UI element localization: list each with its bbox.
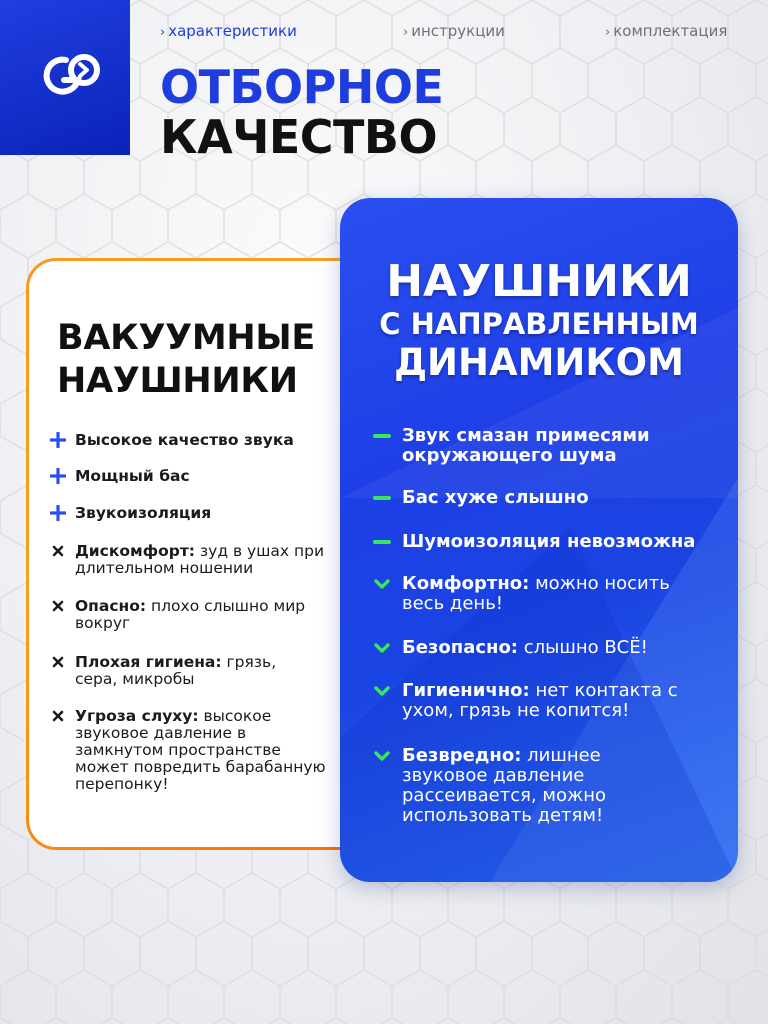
vacuum-headphones-card xyxy=(26,258,382,850)
list-item: Звукоизоляция xyxy=(75,505,375,522)
right-card-title-line-2: С НАПРАВЛЕННЫМ xyxy=(379,307,699,341)
list-item: Плохая гигиена: грязь, сера, микробы xyxy=(75,654,305,688)
plus-icon xyxy=(49,504,67,522)
list-item: Комфортно: можно носить весь день! xyxy=(402,574,702,614)
check-icon xyxy=(372,575,392,593)
nav-link-instructions[interactable]: › инструкции xyxy=(403,22,505,40)
list-item: Опасно: плохо слышно мир вокруг xyxy=(75,598,315,632)
check-icon xyxy=(372,682,392,700)
chevron-right-icon: › xyxy=(403,25,409,40)
minus-icon xyxy=(372,533,392,551)
headline-line-1: ОТБОРНОЕ xyxy=(160,60,444,114)
left-card-title: ВАКУУМНЫЕ НАУШНИКИ xyxy=(57,318,315,401)
directional-speaker-headphones-card xyxy=(340,198,738,882)
go-logo-icon xyxy=(40,46,102,106)
list-item: Дискомфорт: зуд в ушах при длительном ношении xyxy=(75,543,335,577)
list-item: Бас хуже слышно xyxy=(402,488,722,508)
nav-link-characteristics[interactable]: › характеристики xyxy=(160,22,297,40)
list-item: Безвредно: лишнее звуковое давление рассеивается, можно использовать детям! xyxy=(402,746,652,826)
list-item: Безопасно: слышно ВСЁ! xyxy=(402,638,722,658)
chevron-right-icon: › xyxy=(160,25,166,40)
nav-link-package[interactable]: › комплектация xyxy=(605,22,728,40)
cross-icon xyxy=(49,653,67,671)
list-item: Шумоизоляция невозможна xyxy=(402,532,722,552)
plus-icon xyxy=(49,467,67,485)
list-item: Звук смазан примесями окружающего шума xyxy=(402,426,722,466)
brand-logo-box xyxy=(0,0,130,155)
plus-icon xyxy=(49,431,67,449)
headline-line-2: КАЧЕСТВО xyxy=(160,110,438,164)
minus-icon xyxy=(372,489,392,507)
right-card-title-line-3: ДИНАМИКОМ xyxy=(394,341,684,384)
list-item: Мощный бас xyxy=(75,468,375,485)
cross-icon xyxy=(49,707,67,725)
list-item: Высокое качество звука xyxy=(75,432,375,449)
cross-icon xyxy=(49,597,67,615)
cross-icon xyxy=(49,542,67,560)
minus-icon xyxy=(372,427,392,445)
right-card-title-line-1: НАУШНИКИ xyxy=(386,256,692,307)
check-icon xyxy=(372,747,392,765)
list-item: Гигиенично: нет контакта с ухом, грязь не копится! xyxy=(402,681,692,721)
list-item: Угроза слуху: высокое звуковое давление в замкнутом пространстве может повредить барабанную перепонку! xyxy=(75,708,335,793)
check-icon xyxy=(372,639,392,657)
chevron-right-icon: › xyxy=(605,25,611,40)
